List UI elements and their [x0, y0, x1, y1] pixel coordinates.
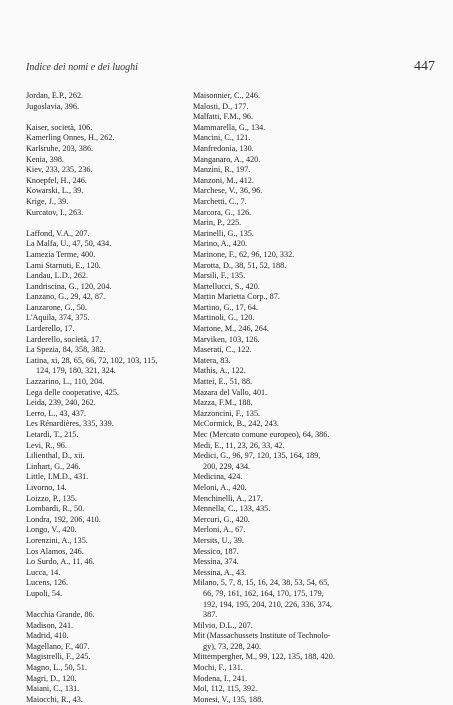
index-entry: [193, 102, 433, 113]
index-entry: [26, 165, 201, 176]
index-entry-line: Mec (Mercato comune europeo), 64, 386.: [193, 430, 330, 439]
index-entry-line: Lanzarone, G., 50.: [26, 302, 87, 312]
index-entry-line: Modena, I., 241.: [193, 673, 248, 683]
index-entry-line: Mit (Massachussets Institute of Technolo-: [193, 631, 331, 641]
running-title: Indice dei nomi e dei luoghi: [26, 62, 138, 73]
index-entry-line: Maiani, C., 131.: [26, 684, 80, 694]
index-entry: [26, 642, 201, 653]
index-entry: [26, 292, 201, 303]
index-entry: [26, 144, 201, 155]
index-entry: [26, 313, 201, 324]
index-entry: [26, 229, 201, 240]
index-entry-line: Manganaro, A., 420.: [193, 154, 261, 164]
index-entry-line: Maserati, C., 122.: [193, 345, 252, 355]
index-entry-line: Mersits, U., 39.: [193, 535, 244, 545]
index-entry-line: Lucca, 14.: [26, 567, 61, 577]
index-entry: [26, 652, 201, 663]
index-entry-line: Mancini, C., 121.: [193, 133, 251, 143]
index-entry-line: Lo Surdo, A., 11, 46.: [26, 557, 95, 567]
index-entry: [26, 377, 201, 388]
index-entry-line: Longo, V., 420.: [26, 525, 77, 535]
index-entry: [26, 250, 201, 261]
index-entry-line: Malosti, D., 177.: [193, 101, 249, 111]
page-number: 447: [414, 59, 435, 74]
index-entry: [26, 197, 201, 208]
index-entry: [26, 451, 201, 462]
index-entry-line: Kiev, 233, 235, 236.: [26, 165, 93, 175]
index-entry: [26, 356, 201, 377]
index-entry-line: Matera, 83.: [193, 355, 231, 365]
index-entry: [193, 695, 433, 705]
index-entry: [26, 462, 201, 473]
index-entry: [193, 525, 433, 536]
index-entry-line: Maiocchi, R., 43.: [26, 694, 83, 704]
index-entry-line: Lorenzini, A., 135.: [26, 535, 88, 545]
index-column-left: [26, 91, 201, 705]
index-entry: [26, 674, 201, 685]
index-entry: [193, 472, 433, 483]
index-entry-line: La Spezia, 84, 358, 382.: [26, 345, 106, 355]
index-entry-line: Jugoslavia, 396.: [26, 101, 79, 111]
index-entry: [193, 239, 433, 250]
index-entry: [26, 282, 201, 293]
index-entry: [193, 176, 433, 187]
index-entry-line: Mammarella, G., 134.: [193, 122, 266, 132]
index-entry-line: Larderello, società, 17.: [26, 334, 102, 344]
index-entry: [26, 430, 201, 441]
index-entry: [26, 186, 201, 197]
index-entry: [26, 345, 201, 356]
index-entry-line: Martin Marietta Corp., 87.: [193, 292, 280, 302]
index-entry-line: Lombardi, R., 50.: [26, 504, 85, 514]
index-entry-line: Medicina, 424.: [193, 472, 243, 482]
index-entry: [193, 155, 433, 166]
index-entry: [193, 441, 433, 452]
index-entry: [193, 430, 433, 441]
index-entry-line: Manzoni, M., 412.: [193, 175, 254, 185]
index-entry: [26, 324, 201, 335]
index-entry-line: Lupoli, 54.: [26, 588, 63, 598]
index-entry: [193, 663, 433, 674]
index-entry-line: Magno, L., 50, 51.: [26, 663, 87, 673]
index-entry-line: 387.: [203, 610, 218, 620]
index-entry-line: Marin, P., 225.: [193, 218, 242, 228]
index-entry-line: Lanzano, G., 29, 42, 87.: [26, 292, 106, 302]
index-entry: [193, 483, 433, 494]
index-entry-line: Landriscina, G., 120, 204.: [26, 281, 112, 291]
index-entry: [193, 377, 433, 388]
index-entry-line: Marinone, F., 62, 96, 120, 332.: [193, 249, 295, 259]
index-entry-line: Mochi, F., 131.: [193, 663, 243, 673]
index-entry-line: Letardi, T., 215.: [26, 430, 79, 439]
index-entry-line: Kowarski, L., 39.: [26, 186, 84, 196]
index-entry-line: Krige, J., 39.: [26, 196, 69, 206]
index-entry: [193, 621, 433, 632]
index-entry-line: Karlsruhe, 203, 386.: [26, 143, 94, 153]
index-entry: [26, 515, 201, 526]
index-entry-line: Maisonnier, C., 246.: [193, 91, 260, 100]
index-entry-line: Martone, M., 246, 264.: [193, 324, 269, 334]
index-entry: [193, 292, 433, 303]
index-entry: [26, 441, 201, 452]
index-entry: [26, 621, 201, 632]
index-entry-line: Medici, G., 96, 97, 120, 135, 164, 189,: [193, 451, 321, 461]
index-entry-line: Lilienthal, D., xii.: [26, 451, 85, 461]
index-entry: [26, 123, 201, 134]
index-entry-line: Marchetti, C., 7.: [193, 196, 247, 206]
index-entry-line: Mathis, A., 122.: [193, 366, 246, 376]
index-entry-line: Monesi, V., 135, 188.: [193, 694, 264, 704]
index-entry: [26, 610, 201, 621]
index-entry: [193, 547, 433, 558]
index-entry: [26, 91, 201, 102]
index-entry: [26, 525, 201, 536]
index-entry: [26, 504, 201, 515]
index-column-right: [193, 91, 433, 705]
index-entry: [193, 261, 433, 272]
index-entry-line: Macchia Grande, 86.: [26, 610, 95, 620]
index-entry: [193, 303, 433, 314]
index-entry: [193, 165, 433, 176]
index-entry-line: Manzini, R., 197.: [193, 165, 251, 175]
index-entry: [193, 366, 433, 377]
index-entry-line: Kurcatov, I., 263.: [26, 207, 84, 217]
index-entry-line: Kaiser, società, 106.: [26, 122, 93, 132]
index-entry-line: Kamerling Onnes, H., 262.: [26, 133, 115, 143]
index-entry: [26, 261, 201, 272]
index-entry: [26, 568, 201, 579]
index-entry-line: Mol, 112, 115, 392.: [193, 684, 258, 694]
index-entry-line: Landau, L.D., 262.: [26, 271, 89, 281]
index-entry-line: Marino, A., 420.: [193, 239, 248, 249]
index-entry: [193, 494, 433, 505]
index-entry-line: Linhart, G., 246.: [26, 461, 81, 471]
index-entry: [193, 112, 433, 123]
index-entry-line: Martino, G., 17, 64.: [193, 302, 259, 312]
index-entry-line: Livorno, 14.: [26, 482, 67, 492]
index-entry: [193, 271, 433, 282]
index-entry: [26, 208, 201, 219]
index-entry: [193, 578, 433, 620]
index-entry-line: Knoepfel, H., 246.: [26, 175, 87, 185]
index-entry: [193, 144, 433, 155]
index-entry-line: Merloni, A., 67.: [193, 525, 246, 535]
index-entry-line: La Malfa, U., 47, 50, 434.: [26, 239, 112, 249]
index-entry-line: Mercuri, G., 420.: [193, 514, 250, 524]
index-entry-line: Lega delle cooperative, 425.: [26, 387, 119, 397]
index-entry: [26, 335, 201, 346]
index-entry-line: Lami Starnuti, E., 120.: [26, 260, 101, 270]
index-entry-line: Lerro, L., 43, 437.: [26, 408, 87, 418]
index-entry-line: Marsili, F., 135.: [193, 271, 246, 281]
index-entry-line: Martinoli, G., 120.: [193, 313, 255, 323]
index-entry-line: Lucens, 126.: [26, 578, 69, 588]
index-entry: [26, 388, 201, 399]
index-entry: [193, 91, 433, 102]
index-entry: [193, 398, 433, 409]
index-entry-line: Mazara del Vallo, 401.: [193, 387, 268, 397]
index-entry-line: Malfatti, F.M., 96.: [193, 112, 254, 122]
index-entry: [26, 557, 201, 568]
index-entry-line: Laffond, V.A., 207.: [26, 228, 90, 238]
index-entry-line: Milvio, D.L., 207.: [193, 620, 253, 630]
index-entry-line: Mazza, F.M., 188.: [193, 398, 253, 408]
index-entry: [26, 155, 201, 166]
index-entry-line: Manfredonia, 130.: [193, 143, 254, 153]
index-entry: [26, 303, 201, 314]
index-entry-line: Magri, D., 120.: [26, 673, 77, 683]
index-entry: [193, 419, 433, 430]
index-entry-line: Messico, 187.: [193, 546, 239, 556]
index-entry-line: 124, 179, 180, 321, 324.: [36, 366, 116, 376]
index-entry: [26, 663, 201, 674]
index-entry-line: Mattei, E., 51, 88.: [193, 377, 253, 387]
index-entry-line: Les Rénardières, 335, 339.: [26, 419, 114, 429]
index-entry-line: Lazzarino, L., 110, 204.: [26, 377, 105, 387]
index-entry: [193, 557, 433, 568]
index-entry-line: 192, 194, 195, 204, 210, 226, 336, 374,: [203, 599, 332, 609]
index-entry-line: Loizzo, P., 135.: [26, 493, 77, 503]
index-entry: [26, 589, 201, 600]
index-entry: [193, 250, 433, 261]
index-entry-line: Marotta, D., 38, 51, 52, 188.: [193, 260, 287, 270]
index-entry: [193, 313, 433, 324]
index-entry: [193, 536, 433, 547]
index-entry: [26, 239, 201, 250]
index-entry: [193, 674, 433, 685]
page-header: [26, 59, 435, 78]
index-entry-line: Marviken, 103, 126.: [193, 334, 260, 344]
index-entry: [193, 504, 433, 515]
index-entry: [26, 419, 201, 430]
index-entry: [193, 229, 433, 240]
index-entry-line: Meloni, A., 420.: [193, 482, 247, 492]
index-entry-line: Los Alamos, 246.: [26, 546, 84, 556]
index-entry-line: Little, I.M.D., 431.: [26, 472, 89, 482]
index-entry-line: Mennella, C., 133, 435.: [193, 504, 271, 514]
index-entry-line: Leida, 239, 240, 262.: [26, 398, 96, 408]
index-entry-line: Lamezia Terme, 400.: [26, 249, 96, 259]
index-entry: [26, 483, 201, 494]
index-entry: [26, 536, 201, 547]
index-entry: [26, 133, 201, 144]
index-entry: [193, 356, 433, 367]
index-entry: [193, 208, 433, 219]
index-entry-line: Menchinelli, A., 217.: [193, 493, 263, 503]
index-entry-line: Latina, xi, 28, 65, 66, 72, 102, 103, 115,: [26, 355, 158, 365]
index-entry-line: Levi, R., 96.: [26, 440, 67, 450]
index-entry: [26, 578, 201, 589]
index-entry-line: Mazzoncini, F., 135.: [193, 408, 261, 418]
index-entry: [26, 631, 201, 642]
index-entry: [26, 494, 201, 505]
index-entry-line: Jordan, E.P., 262.: [26, 91, 84, 100]
index-entry: [193, 324, 433, 335]
index-entry-line: L'Aquila, 374, 375.: [26, 313, 90, 323]
index-entry-line: Magistrelli, F., 245.: [26, 652, 91, 662]
index-entry-line: Kenia, 398.: [26, 154, 64, 164]
index-entry: [193, 123, 433, 134]
index-entry-line: 200, 229, 434.: [203, 461, 251, 471]
index-entry-line: Marinelli, G., 135.: [193, 228, 254, 238]
index-entry: [193, 345, 433, 356]
index-entry: [193, 684, 433, 695]
index-entry-line: Londra, 192, 206, 410.: [26, 514, 101, 524]
index-entry: [26, 684, 201, 695]
index-entry-line: Mittempergher, M., 99, 122, 135, 188, 420.: [193, 652, 335, 662]
index-entry: [193, 335, 433, 346]
index-entry: [193, 133, 433, 144]
index-entry-line: Messina, A., 43.: [193, 567, 247, 577]
index-entry-line: Larderello, 17.: [26, 324, 75, 334]
index-entry-line: McCormick, B., 242, 243.: [193, 419, 279, 429]
index-entry: [193, 568, 433, 579]
index-entry: [193, 282, 433, 293]
index-entry: [26, 271, 201, 282]
index-entry: [193, 515, 433, 526]
index-entry: [193, 388, 433, 399]
index-entry-line: Milano, 5, 7, 8, 15, 16, 24, 38, 53, 54, 65,: [193, 578, 330, 588]
index-entry-line: Messina, 374.: [193, 557, 239, 567]
index-entry-line: Madison, 241.: [26, 620, 74, 630]
index-entry: [193, 409, 433, 420]
index-entry-line: gy), 73, 228, 240.: [203, 641, 261, 651]
index-entry: [26, 409, 201, 420]
index-entry: [26, 547, 201, 558]
index-entry-line: Marcora, G., 126.: [193, 207, 252, 217]
index-entry: [193, 631, 433, 652]
index-entry-line: Martellucci, S., 420.: [193, 281, 260, 291]
index-entry: [193, 218, 433, 229]
index-entry-line: Marchese, V., 36, 96.: [193, 186, 263, 196]
index-entry-line: 66, 79, 161, 162, 164, 170, 175, 179,: [203, 588, 324, 598]
index-entry: [26, 176, 201, 187]
index-entry: [193, 197, 433, 208]
index-entry-line: Medi, E., 11, 23, 26, 33, 42.: [193, 440, 285, 450]
index-entry-line: Magellano, F., 407.: [26, 641, 90, 651]
index-entry: [26, 102, 201, 113]
index-entry-line: Madrid, 410.: [26, 631, 69, 641]
index-entry: [193, 186, 433, 197]
index-entry: [26, 398, 201, 409]
index-entry: [26, 695, 201, 705]
index-entry: [193, 451, 433, 472]
index-entry: [26, 472, 201, 483]
index-entry: [193, 652, 433, 663]
